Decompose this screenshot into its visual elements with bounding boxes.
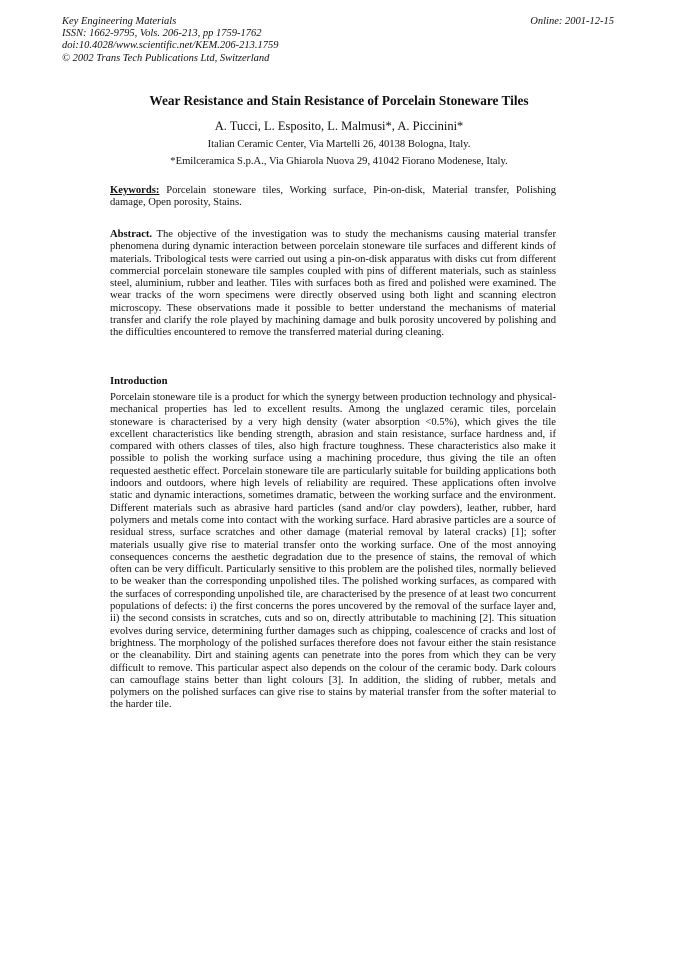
introduction-heading: Introduction bbox=[110, 376, 168, 387]
abstract-block bbox=[110, 229, 556, 340]
keywords-text: Porcelain stoneware tiles, Working surface, Pin-on-disk, Material transfer, Polishing damage, Open porosity, Stains. bbox=[110, 185, 556, 209]
doi-line: doi:10.4028/www.scientific.net/KEM.206-213.1759 bbox=[62, 40, 279, 52]
paper-title: Wear Resistance and Stain Resistance of Porcelain Stoneware Tiles bbox=[149, 93, 529, 108]
online-date: Online: 2001-12-15 bbox=[530, 16, 614, 27]
copyright-line: © 2002 Trans Tech Publications Ltd, Switzerland bbox=[62, 52, 270, 64]
author-list: A. Tucci, L. Esposito, L. Malmusi*, A. Piccinini* bbox=[214, 119, 464, 133]
keywords-label: Keywords: bbox=[110, 185, 160, 196]
journal-header bbox=[62, 16, 279, 65]
journal-name: Key Engineering Materials bbox=[62, 16, 177, 27]
keywords-block bbox=[110, 185, 556, 210]
abstract-text: The objective of the investigation was to study the mechanisms causing material transfer phenomena during dynamic interaction between porcelain stoneware tile surfaces and different kinds of materials. Tribological tests were carried out using a pin-on-disk apparatus with disks cut from different commercial porcelain stoneware tile samples coupled with pins of different materials, such as stainless steel, aluminium, rubber and leather. Tiles with surfaces both as fired and polished were examined. The wear tracks of the worn specimens were directly observed using both light and scanning electron microscopy. These observations made it possible to better understand the mechanisms of material transfer and clarify the role played by machining damage and bulk porosity uncovered by polishing and the difficulties encountered to remove the transferred material during cleaning. bbox=[110, 229, 556, 339]
affiliation-2: *Emilceramica S.p.A., Via Ghiarola Nuova 29, 41042 Fiorano Modenese, Italy. bbox=[170, 156, 508, 167]
introduction-paragraph: Porcelain stoneware tile is a product for which the synergy between production technology and physical-mechanical properties has led to excellent results. Among the unglazed ceramic tiles, porcelain stoneware is characterised by a very high density (water absorption <0.5%), which gives the tile excellent characteristics like bending strength, abrasion and stain resistance, surface hardness and, if compared with others classes of tiles, also high fracture toughness. These characteristics also make it possible to polish the working surface using a machining procedure, thus giving the tile an often requested aesthetic effect. Porcelain stoneware tile are particularly suitable for building applications both indoors and outdoors, where high levels of reliability are required. These applications often involve static and dynamic interactions, sometimes dramatic, between the working surface and the environment. Different materials such as abrasive hard particles (sand and/or clay powders), leather, rubber, hard polymers and metals come into contact with the working surface. Hard abrasive particles are a source of residual stress, surface scratches and other damage (material removal by lateral cracks) [1]; softer materials usually give rise to material transfer onto the working surface. One of the most annoying consequences concerns the aesthetic degradation due to the presence of stains, the removal of which often can be very difficult. Particularly sensitive to this problem are the polished tiles, normally believed to be weaker than the corresponding unpolished tiles. The polished working surfaces, as compared with the surfaces of corresponding unpolished tile, are characterised by the presence of at least two concurrent populations of defects: i) the first concerns the pores uncovered by the removal of the surface layer and, ii) the second consists in scratches, cuts and so on, directly attributable to machining [2]. This situation evolves during service, determining further damages such as chipping, coalescence of cracks and lost of brightness. The morphology of the polished surfaces therefore does not favour either the stain resistance or the cleanability. Dirt and staining agents can penetrate into the pores from which they can be very difficult to remove. This particular aspect also depends on the colour of the ceramic body. Dark colours can camouflage stains better than light colours [3]. In addition, the sliding of rubber, metals and polymers on the polished surfaces can give rise to stains by material transfer from the softer material to the harder tile. bbox=[110, 392, 556, 711]
abstract-label: Abstract. bbox=[110, 229, 153, 240]
issn-line: ISSN: 1662-9795, Vols. 206-213, pp 1759-1762 bbox=[62, 28, 262, 40]
affiliation-1: Italian Ceramic Center, Via Martelli 26, 40138 Bologna, Italy. bbox=[207, 139, 471, 150]
